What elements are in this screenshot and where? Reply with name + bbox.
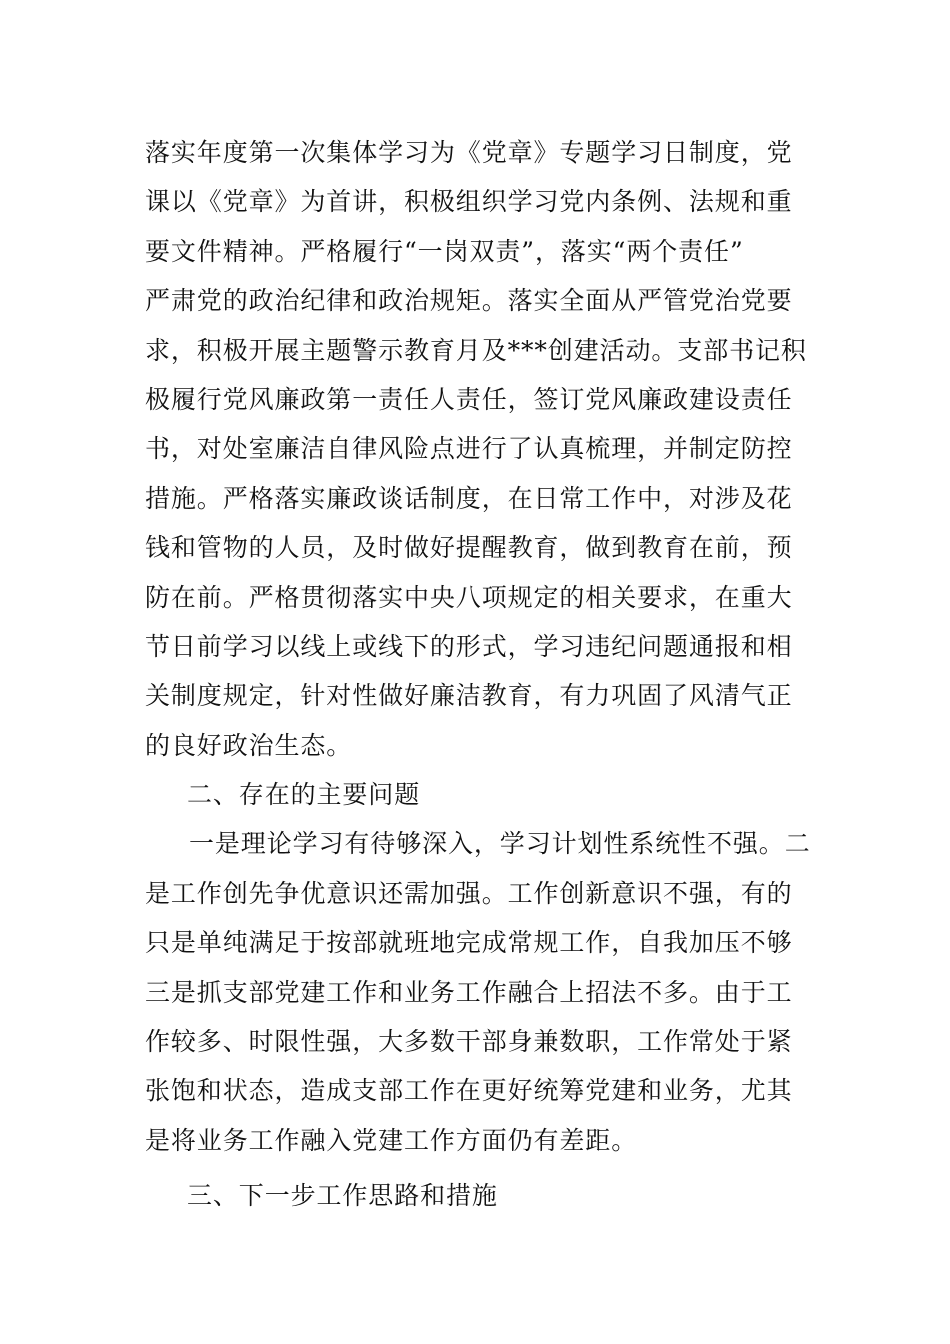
text-line: 课以《党章》为首讲，积极组织学习党内条例、法规和重 bbox=[145, 187, 793, 217]
text-line: 严肃党的政治纪律和政治规矩。落实全面从严管党治党要 bbox=[145, 286, 793, 316]
section-heading-main-problems: 二、存在的主要问题 bbox=[187, 780, 421, 810]
text-line: 作较多、时限性强，大多数干部身兼数职，工作常处于紧 bbox=[145, 1027, 793, 1057]
text-line: 的良好政治生态。 bbox=[145, 730, 353, 760]
paragraph-party-discipline bbox=[145, 128, 815, 770]
text-line: 张饱和状态，造成支部工作在更好统筹党建和业务，尤其 bbox=[145, 1076, 793, 1106]
section-heading-next-steps: 三、下一步工作思路和措施 bbox=[187, 1181, 498, 1211]
text-line: 只是单纯满足于按部就班地完成常规工作，自我加压不够 bbox=[145, 928, 793, 958]
text-line: 措施。严格落实廉政谈话制度，在日常工作中，对涉及花 bbox=[145, 483, 793, 513]
text-line: 防在前。严格贯彻落实中央八项规定的相关要求，在重大 bbox=[145, 582, 793, 612]
text-line: 极履行党风廉政第一责任人责任，签订党风廉政建设责任 bbox=[145, 384, 793, 414]
paragraph-main-problems bbox=[145, 819, 815, 1165]
text-line: 要文件精神。严格履行“一岗双责”，落实“两个责任” bbox=[145, 236, 744, 266]
text-line: 钱和管物的人员，及时做好提醒教育，做到教育在前，预 bbox=[145, 533, 793, 563]
text-line: 书，对处室廉洁自律风险点进行了认真梳理，并制定防控 bbox=[145, 434, 793, 464]
text-line: 落实年度第一次集体学习为《党章》专题学习日制度，党 bbox=[145, 138, 793, 167]
text-line: 三是抓支部党建工作和业务工作融合上招法不多。由于工 bbox=[145, 977, 793, 1007]
document-body bbox=[145, 128, 815, 1221]
text-line: 是工作创先争优意识还需加强。工作创新意识不强，有的 bbox=[145, 878, 793, 908]
text-line: 节日前学习以线上或线下的形式，学习违纪问题通报和相 bbox=[145, 631, 793, 661]
text-line: 关制度规定，针对性做好廉洁教育，有力巩固了风清气正 bbox=[145, 681, 793, 711]
text-line: 求，积极开展主题警示教育月及***创建活动。支部书记积 bbox=[145, 335, 807, 365]
text-line: 是将业务工作融入党建工作方面仍有差距。 bbox=[145, 1125, 638, 1155]
text-line: 一是理论学习有待够深入，学习计划性系统性不强。二 bbox=[189, 829, 811, 859]
